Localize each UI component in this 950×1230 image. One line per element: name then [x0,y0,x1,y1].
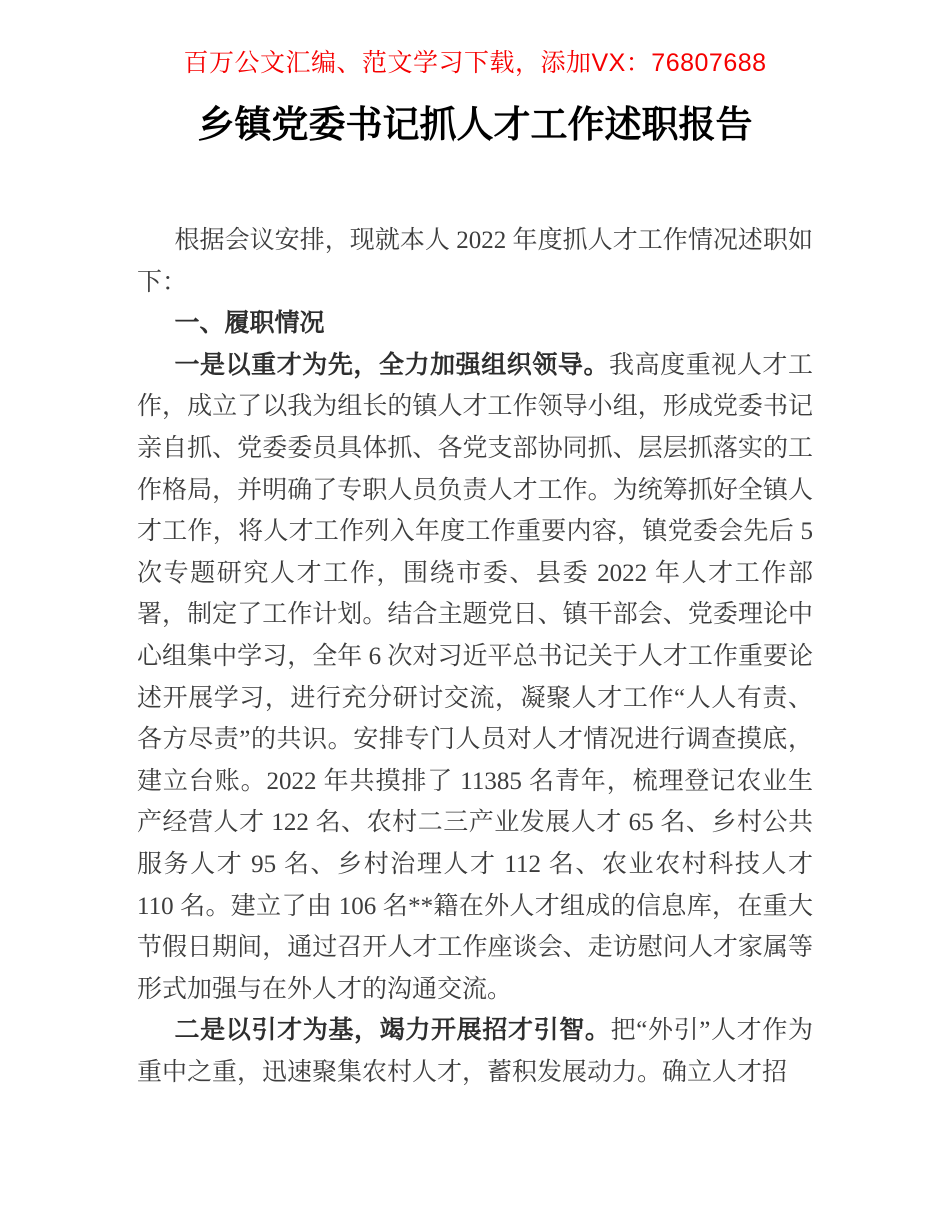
promo-banner-text: 百万公文汇编、范文学习下载，添加VX：76807688 [183,49,767,77]
intro-paragraph: 根据会议安排，现就本人 2022 年度抓人才工作情况述职如下： [137,227,813,296]
section-heading-performance: 一、履职情况 [174,309,325,338]
paragraph-1-text: 我高度重视人才工作，成立了以我为组长的镇人才工作领导小组，形成党委书记亲自抓、党委委员具体抓、各党支部协同抓、层层抓落实的工作格局，并明确了专职人员负责人才工作。为统筹抓好全镇人才工作，将人才工作列入年度工作重要内容，镇党委会先后 5 次专题研究人才工作，围绕市委、县委 2022 年人才工作部署，制定了工作计划。结合主题党日、镇干部会、党委理论中心组集中学习，全年 6 次对习近平总书记关于人才工作重要论述开展学习，进行充分研讨交流，凝聚人才工作“人人有责、各方尽责”的共识。安排专门人员对人才情况进行调查摸底，建立台账。2022 年共摸排了 11385 名青年，梳理登记农业生产经营人才 122 名、农村二三产业发展人才 65 名、乡村公共服务人才 95 名、乡村治理人才 112 名、农业农村科技人才 110 名。建立了由 106 名**籍在外人才组成的信息库，在重大节假日期间，通过召开人才工作座谈会、走访慰问人才家属等形式加强与在外人才的沟通交流。 [137,351,813,1003]
paragraph-organization-leadership [137,345,813,1011]
paragraph-2-lead: 二是以引才为基，竭力开展招才引智。 [174,1016,611,1045]
paragraph-2-text: 把“外引”人才作为重中之重，迅速聚集农村人才，蓄积发展动力。确立人才招 [137,1017,813,1086]
paragraph-1-lead: 一是以重才为先，全力加强组织领导。 [174,350,610,379]
paragraph-talent-recruitment [137,1010,813,1093]
document-body [137,220,813,1093]
document-title: 乡镇党委书记抓人才工作述职报告 [197,105,753,146]
